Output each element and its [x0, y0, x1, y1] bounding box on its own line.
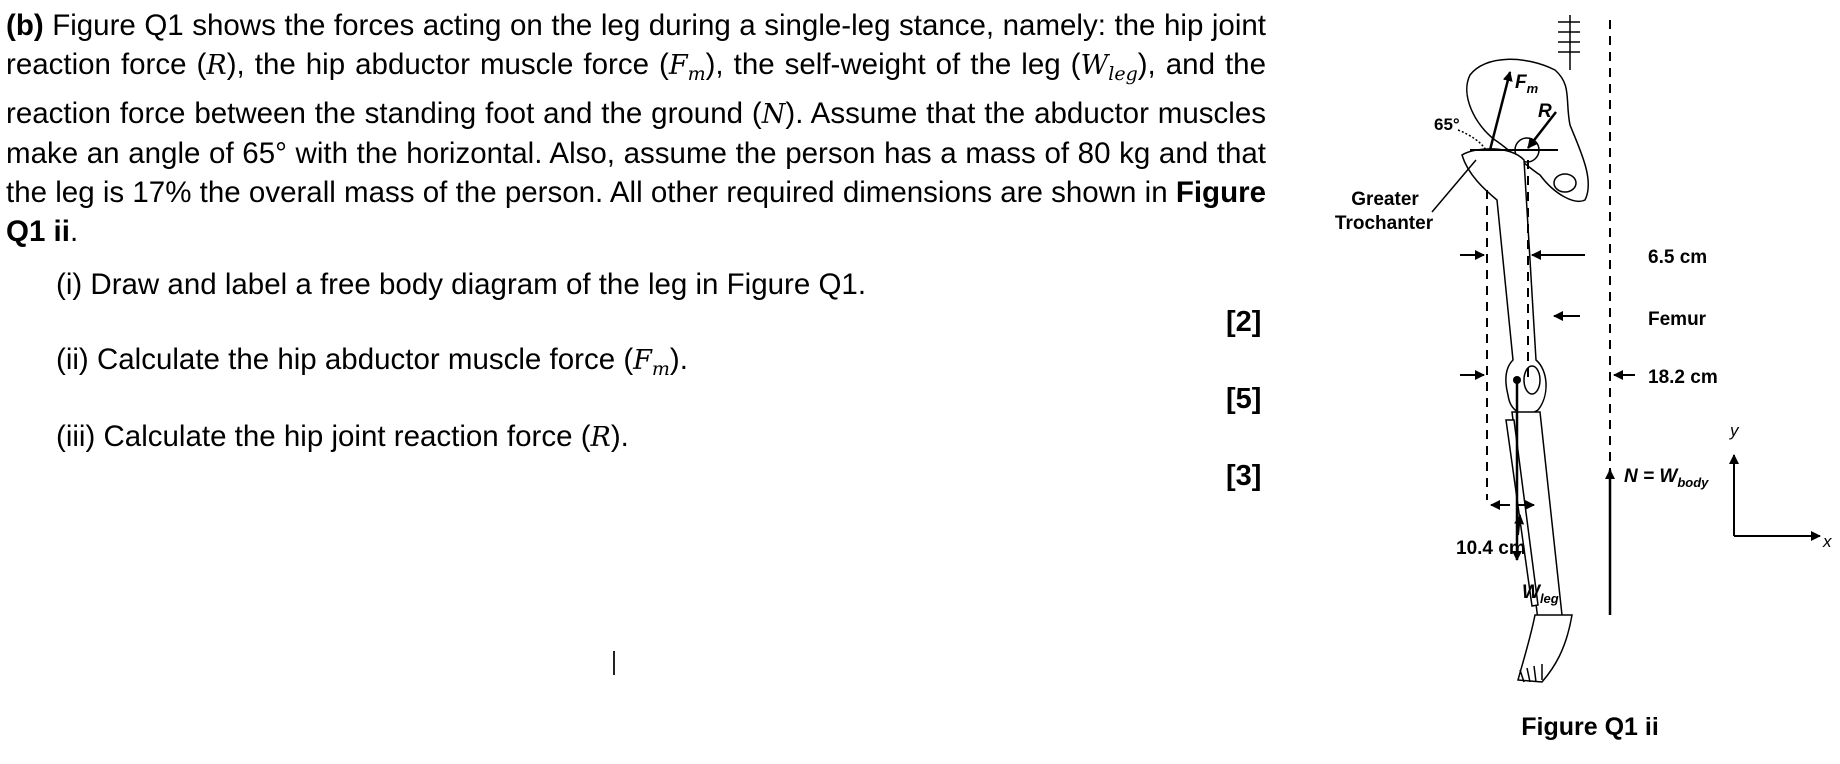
symbol-F: F — [668, 50, 688, 81]
part-ii-marks: [5] — [1226, 383, 1262, 415]
label-y-axis: y — [1730, 421, 1739, 440]
label-6-5cm: 6.5 cm — [1648, 247, 1708, 268]
label-greater: Greater — [1351, 189, 1419, 210]
question-text-5: ). Assume that the abductor muscles make an angle of 65° with the horizontal. Also, assume the person has a mass of 80 kg and that the leg is 17% the overall mass of the person. All other required dimensions are shown in — [6, 97, 1266, 209]
label-trochanter: Trochanter — [1334, 213, 1434, 234]
label-angle: 65° — [1434, 115, 1460, 134]
question-label: (b) — [6, 9, 44, 42]
part-ii-text — [56, 343, 688, 380]
part-ii-subscript: m — [651, 358, 670, 380]
label-Fm: $F_m$ — [1515, 72, 1539, 96]
figure-reference: Figure Q1 ii — [6, 176, 1266, 248]
Wleg-origin-dot — [1513, 376, 1521, 384]
part-i-marks: [2] — [1226, 306, 1262, 338]
symbol-W-subscript: leg — [1108, 63, 1138, 85]
label-femur: Femur — [1648, 309, 1707, 330]
part-iii-symbol: R — [590, 422, 611, 453]
label-x-axis: x — [1823, 532, 1832, 551]
question-text-4: ), and the reaction force between the standing foot and the ground ( — [6, 48, 1266, 130]
obturator-foramen — [1554, 174, 1576, 192]
greater-trochanter-pointer — [1432, 160, 1476, 212]
label-N-equals-Wbody: $N = W_{body}$ — [1624, 466, 1709, 490]
question-text-1: Figure Q1 shows the forces acting on the leg during a single-leg stance, namely: the hip joint reaction force ( — [6, 9, 1266, 81]
angle-arc — [1458, 130, 1486, 150]
figure-q1-ii — [1310, 0, 1840, 764]
symbol-N: N — [761, 99, 786, 130]
label-Wleg: $W_{leg}$ — [1522, 582, 1559, 606]
foot-bones — [1518, 615, 1572, 682]
question-paragraph — [6, 6, 1266, 251]
label-10-4cm: 10.4 cm — [1456, 538, 1526, 559]
patella — [1524, 366, 1540, 394]
figure-caption: Figure Q1 ii — [1521, 713, 1659, 741]
spine — [1558, 15, 1580, 70]
part-ii-post: ). — [669, 343, 688, 376]
part-i-text: (i) Draw and label a free body diagram of the leg in Figure Q1. — [56, 268, 867, 301]
label-18-2cm: 18.2 cm — [1648, 367, 1718, 388]
symbol-W: W — [1080, 50, 1109, 81]
part-iii-post: ). — [610, 420, 629, 453]
part-ii-pre: (ii) Calculate the hip abductor muscle force ( — [56, 343, 634, 376]
symbol-F-subscript: m — [687, 63, 706, 85]
question-text-3: ), the self-weight of the leg ( — [705, 48, 1081, 81]
symbol-R: R — [206, 50, 227, 81]
question-text-6: . — [69, 215, 79, 248]
part-iii-pre: (iii) Calculate the hip joint reaction force ( — [56, 420, 591, 453]
com-marker — [1518, 515, 1520, 535]
part-ii-symbol: F — [633, 345, 652, 376]
part-iii-text — [56, 420, 629, 454]
question-text-2: ), the hip abductor muscle force ( — [226, 48, 669, 81]
label-R: R — [1538, 101, 1552, 122]
text-cursor — [613, 651, 615, 675]
part-iii-marks: [3] — [1226, 460, 1262, 492]
